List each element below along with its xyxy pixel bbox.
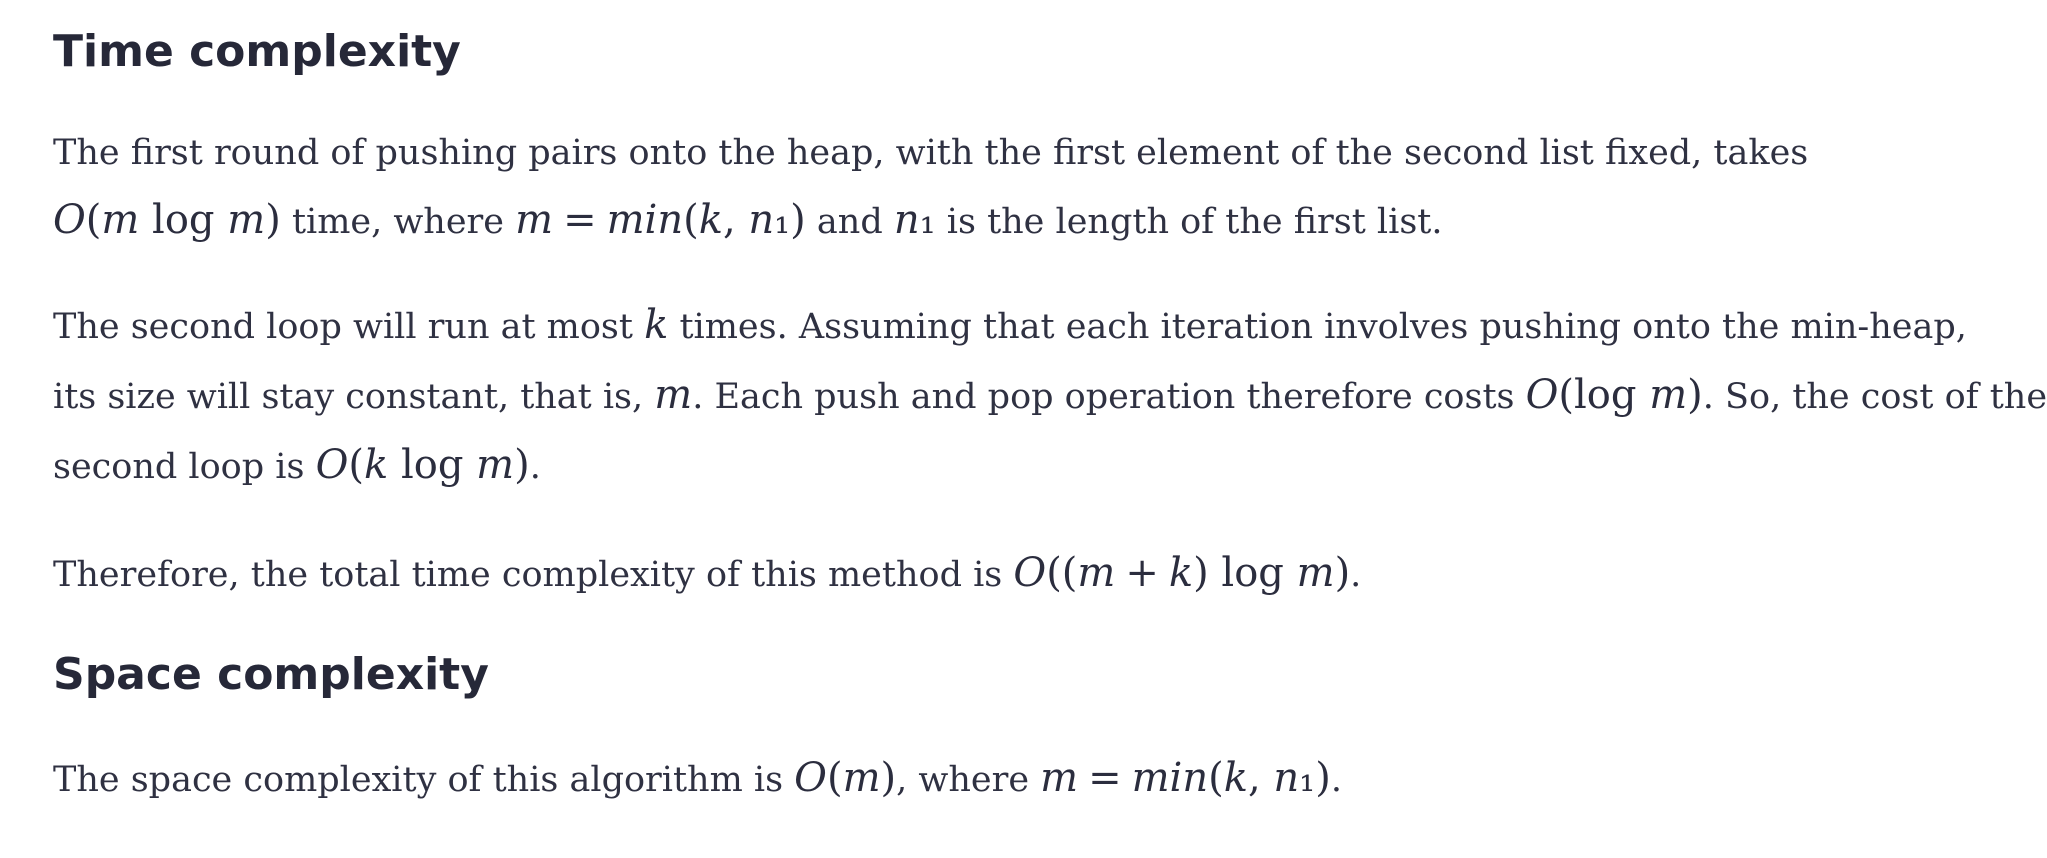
text-run: second loop is: [53, 447, 316, 487]
text-run: The space complexity of this algorithm is: [53, 760, 795, 800]
space-paragraph: [53, 745, 1342, 812]
math-expression: m = min(k, n₁): [515, 197, 806, 243]
text-line: [53, 745, 1342, 812]
math-expression: m: [654, 372, 693, 418]
math-expression: O((m + k) log m): [1013, 550, 1351, 596]
math-expression: n₁: [893, 197, 936, 243]
text-run: Therefore, the total time complexity of this method is: [53, 555, 1014, 595]
math-expression: O(m): [794, 755, 897, 801]
text-run: and: [805, 202, 894, 242]
text-run: The second loop will run at most: [53, 307, 645, 347]
math-expression: m = min(k, n₁): [1040, 755, 1331, 801]
math-expression: k: [644, 302, 669, 348]
text-line: The first round of pushing pairs onto the heap, with the first element of the second list fixed, takes: [53, 133, 1809, 173]
math-expression: O(k log m): [315, 442, 530, 488]
text-run: times. Assuming that each iteration involves pushing onto the min-heap,: [668, 307, 1967, 347]
text-run: .: [529, 447, 541, 487]
text-run: time, where: [280, 202, 516, 242]
math-expression: O(log m): [1525, 372, 1703, 418]
space-complexity-heading: Space complexity: [53, 649, 489, 700]
text-run: . Each push and pop operation therefore costs: [692, 377, 1526, 417]
text-line: [53, 290, 2047, 360]
text-run: its size will stay constant, that is,: [53, 377, 655, 417]
text-run: . So, the cost of the: [1702, 377, 2047, 417]
text-run: .: [1350, 555, 1362, 595]
time-paragraph-1: [53, 120, 1808, 254]
text-run: , where: [896, 760, 1041, 800]
text-line: [53, 187, 1808, 254]
text-line: [53, 430, 2047, 500]
text-run: is the length of the first list.: [935, 202, 1443, 242]
time-complexity-heading: Time complexity: [53, 26, 461, 77]
time-paragraph-2: [53, 290, 2047, 500]
text-line: [53, 540, 1361, 607]
math-expression: O(m log m): [53, 197, 281, 243]
text-run: .: [1330, 760, 1342, 800]
text-line: [53, 360, 2047, 430]
time-paragraph-3: [53, 540, 1361, 607]
